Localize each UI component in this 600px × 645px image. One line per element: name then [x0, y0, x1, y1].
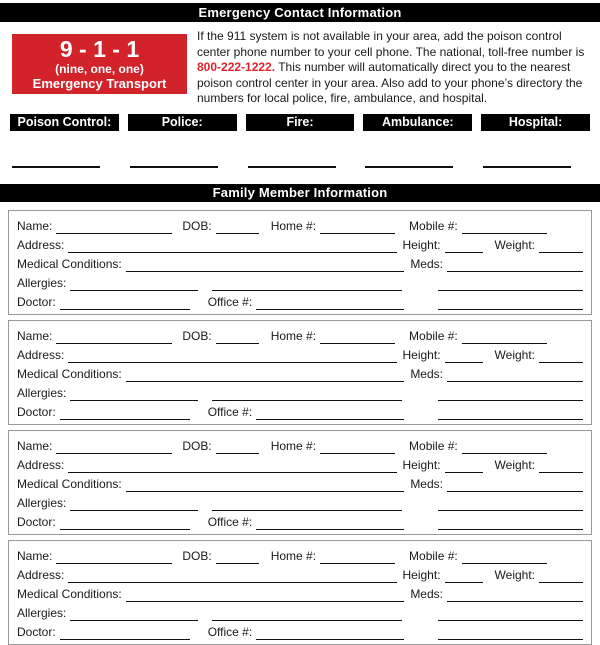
weight-label: Weight:	[494, 237, 535, 252]
meds-continuation-blank-1[interactable]	[438, 388, 583, 401]
height-label: Height:	[402, 347, 441, 362]
office-phone-label: Office #:	[207, 624, 253, 639]
medical-conditions-blank[interactable]	[126, 479, 405, 492]
member-row-name	[17, 545, 583, 564]
medical-conditions-label: Medical Conditions:	[17, 366, 122, 381]
badge-911-caption: Emergency Transport System	[32, 76, 167, 106]
emergency-section-header: Emergency Contact Information	[0, 3, 600, 22]
member-row-medical	[17, 583, 583, 602]
member-row-name	[17, 215, 583, 234]
height-label: Height:	[402, 457, 441, 472]
contact-column-hospital	[481, 114, 590, 168]
weight-blank[interactable]	[539, 350, 583, 363]
meds-label: Meds:	[410, 476, 443, 491]
home-phone-blank[interactable]	[320, 221, 395, 234]
office-phone-label: Office #:	[207, 514, 253, 529]
member-row-doctor	[17, 511, 583, 530]
mobile-phone-label: Mobile #:	[409, 218, 458, 233]
member-row-address	[17, 234, 583, 253]
poison-control-label: Poison Control:	[10, 114, 119, 131]
contact-column-poison-control	[10, 114, 119, 168]
dob-label: DOB:	[182, 548, 212, 563]
name-blank[interactable]	[56, 441, 172, 454]
member-row-address	[17, 564, 583, 583]
fire-label: Fire:	[246, 114, 355, 131]
meds-blank[interactable]	[447, 589, 583, 602]
weight-label: Weight:	[494, 457, 535, 472]
nine-one-one-badge	[12, 34, 187, 106]
allergies-blank[interactable]	[70, 608, 198, 621]
dob-blank[interactable]	[216, 551, 259, 564]
ambulance-number-blank[interactable]	[365, 154, 453, 168]
weight-blank[interactable]	[539, 460, 583, 473]
name-blank[interactable]	[56, 221, 172, 234]
fire-number-blank[interactable]	[248, 154, 336, 168]
doctor-blank[interactable]	[60, 627, 190, 640]
home-phone-label: Home #:	[270, 328, 317, 343]
meds-blank[interactable]	[447, 369, 583, 382]
meds-label: Meds:	[410, 586, 443, 601]
allergies-label: Allergies:	[17, 495, 67, 510]
dob-blank[interactable]	[216, 331, 259, 344]
address-blank[interactable]	[68, 570, 396, 583]
height-blank[interactable]	[445, 570, 483, 583]
address-blank[interactable]	[68, 350, 396, 363]
dob-label: DOB:	[182, 328, 212, 343]
name-label: Name:	[17, 218, 53, 233]
doctor-label: Doctor:	[17, 624, 56, 639]
member-row-allergies	[17, 492, 583, 511]
dob-label: DOB:	[182, 438, 212, 453]
intro-paragraph	[197, 28, 586, 107]
doctor-label: Doctor:	[17, 404, 56, 419]
home-phone-label: Home #:	[270, 218, 317, 233]
doctor-label: Doctor:	[17, 294, 56, 309]
office-phone-label: Office #:	[207, 294, 253, 309]
name-blank[interactable]	[56, 551, 172, 564]
meds-label: Meds:	[410, 366, 443, 381]
doctor-label: Doctor:	[17, 514, 56, 529]
medical-conditions-blank[interactable]	[126, 589, 405, 602]
mobile-phone-label: Mobile #:	[409, 438, 458, 453]
doctor-blank[interactable]	[60, 297, 190, 310]
meds-continuation-blank-2[interactable]	[438, 297, 583, 310]
family-member-card	[8, 540, 592, 645]
allergies-continuation-blank[interactable]	[212, 278, 402, 291]
meds-continuation-blank-2[interactable]	[438, 407, 583, 420]
height-blank[interactable]	[445, 240, 483, 253]
contact-column-police	[128, 114, 237, 168]
family-section-header: Family Member Information	[0, 184, 600, 202]
address-blank[interactable]	[68, 240, 396, 253]
weight-blank[interactable]	[539, 570, 583, 583]
office-phone-blank[interactable]	[256, 407, 404, 420]
meds-continuation-blank-2[interactable]	[438, 627, 583, 640]
address-label: Address:	[17, 457, 65, 472]
address-label: Address:	[17, 567, 65, 582]
member-row-medical	[17, 473, 583, 492]
poison-control-phone-number: 800-222-1222.	[197, 60, 276, 74]
dob-blank[interactable]	[216, 221, 259, 234]
mobile-phone-label: Mobile #:	[409, 328, 458, 343]
name-blank[interactable]	[56, 331, 172, 344]
member-row-doctor	[17, 291, 583, 310]
ambulance-label: Ambulance:	[363, 114, 472, 131]
member-row-name	[17, 435, 583, 454]
height-label: Height:	[402, 567, 441, 582]
meds-continuation-blank-1[interactable]	[438, 498, 583, 511]
mobile-phone-blank[interactable]	[462, 551, 547, 564]
hospital-number-blank[interactable]	[483, 154, 571, 168]
member-row-medical	[17, 253, 583, 272]
allergies-continuation-blank[interactable]	[212, 498, 402, 511]
police-label: Police:	[128, 114, 237, 131]
medical-conditions-label: Medical Conditions:	[17, 256, 122, 271]
meds-continuation-blank-2[interactable]	[438, 517, 583, 530]
address-label: Address:	[17, 237, 65, 252]
office-phone-label: Office #:	[207, 404, 253, 419]
medical-conditions-blank[interactable]	[126, 259, 405, 272]
home-phone-blank[interactable]	[320, 551, 395, 564]
family-member-card	[8, 210, 592, 315]
meds-continuation-blank-1[interactable]	[438, 278, 583, 291]
weight-label: Weight:	[494, 347, 535, 362]
intro-text-post: This number will automatically direct you to the nearest poison control center in your area. Also add to your phone’s directory the numbers for local police, fire, ambulance, and hospital.	[197, 60, 583, 105]
allergies-blank[interactable]	[70, 498, 198, 511]
member-row-name	[17, 325, 583, 344]
address-label: Address:	[17, 347, 65, 362]
medical-conditions-label: Medical Conditions:	[17, 476, 122, 491]
member-row-address	[17, 344, 583, 363]
intro-text-pre: If the 911 system is not available in your area, add the poison control center phone number to your cell phone. The national, toll-free number is	[197, 29, 585, 59]
weight-label: Weight:	[494, 567, 535, 582]
allergies-label: Allergies:	[17, 385, 67, 400]
contact-column-ambulance	[363, 114, 472, 168]
contact-column-fire	[246, 114, 355, 168]
family-member-card	[8, 320, 592, 425]
office-phone-blank[interactable]	[256, 627, 404, 640]
family-blocks	[0, 210, 600, 645]
doctor-blank[interactable]	[60, 407, 190, 420]
poison-control-number-blank[interactable]	[12, 154, 100, 168]
member-row-doctor	[17, 621, 583, 640]
height-label: Height:	[402, 237, 441, 252]
emergency-intro-section	[0, 22, 600, 107]
meds-blank[interactable]	[447, 479, 583, 492]
address-blank[interactable]	[68, 460, 396, 473]
mobile-phone-blank[interactable]	[462, 221, 547, 234]
member-row-doctor	[17, 401, 583, 420]
allergies-continuation-blank[interactable]	[212, 608, 402, 621]
name-label: Name:	[17, 548, 53, 563]
height-blank[interactable]	[445, 350, 483, 363]
medical-conditions-label: Medical Conditions:	[17, 586, 122, 601]
office-phone-blank[interactable]	[256, 297, 404, 310]
member-row-allergies	[17, 382, 583, 401]
badge-911-phonetic: (nine, one, one)	[55, 62, 144, 76]
home-phone-label: Home #:	[270, 548, 317, 563]
office-phone-blank[interactable]	[256, 517, 404, 530]
family-member-card	[8, 430, 592, 535]
allergies-label: Allergies:	[17, 605, 67, 620]
badge-911-number: 9 - 1 - 1	[59, 36, 140, 62]
height-blank[interactable]	[445, 460, 483, 473]
meds-label: Meds:	[410, 256, 443, 271]
home-phone-blank[interactable]	[320, 441, 395, 454]
mobile-phone-blank[interactable]	[462, 441, 547, 454]
home-phone-label: Home #:	[270, 438, 317, 453]
meds-continuation-blank-1[interactable]	[438, 608, 583, 621]
medical-conditions-blank[interactable]	[126, 369, 405, 382]
name-label: Name:	[17, 438, 53, 453]
member-row-medical	[17, 363, 583, 382]
meds-blank[interactable]	[447, 259, 583, 272]
mobile-phone-label: Mobile #:	[409, 548, 458, 563]
weight-blank[interactable]	[539, 240, 583, 253]
allergies-label: Allergies:	[17, 275, 67, 290]
member-row-allergies	[17, 602, 583, 621]
member-row-address	[17, 454, 583, 473]
dob-label: DOB:	[182, 218, 212, 233]
allergies-blank[interactable]	[70, 388, 198, 401]
home-phone-blank[interactable]	[320, 331, 395, 344]
member-row-allergies	[17, 272, 583, 291]
name-label: Name:	[17, 328, 53, 343]
mobile-phone-blank[interactable]	[462, 331, 547, 344]
contact-numbers-row	[0, 114, 600, 168]
hospital-label: Hospital:	[481, 114, 590, 131]
dob-blank[interactable]	[216, 441, 259, 454]
doctor-blank[interactable]	[60, 517, 190, 530]
allergies-blank[interactable]	[70, 278, 198, 291]
allergies-continuation-blank[interactable]	[212, 388, 402, 401]
police-number-blank[interactable]	[130, 154, 218, 168]
